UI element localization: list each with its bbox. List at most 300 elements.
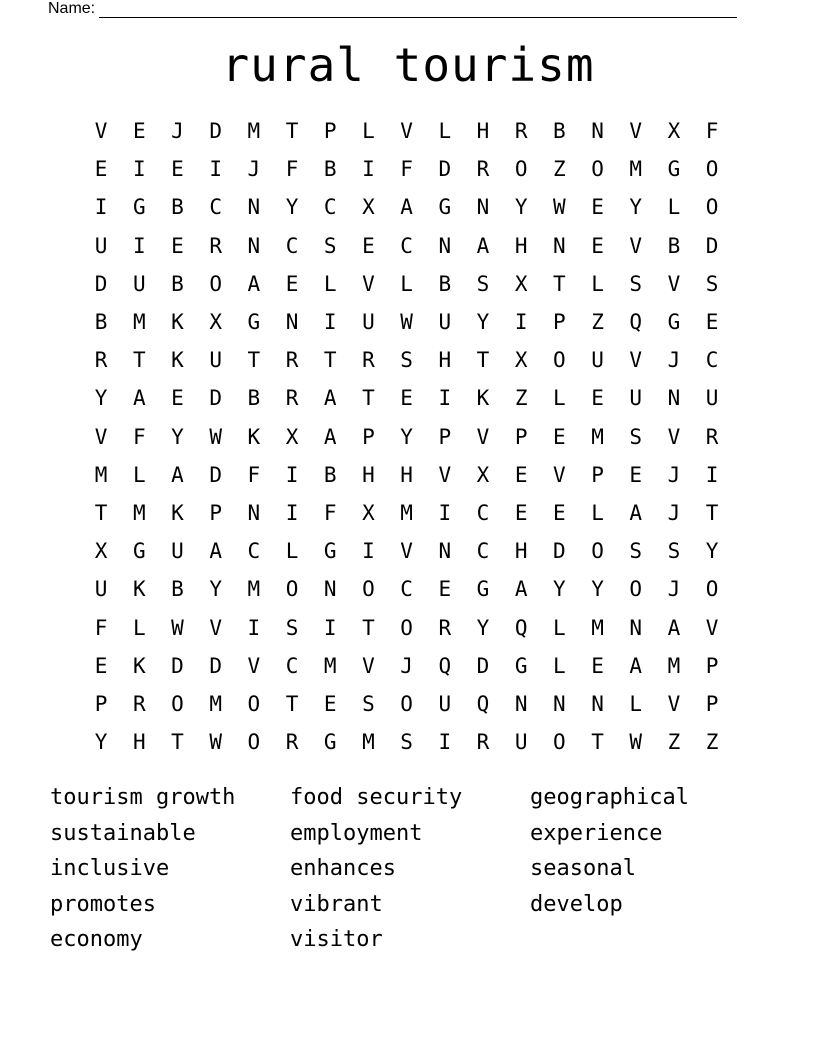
grid-letter: J [171,119,184,144]
grid-letter: Y [94,730,108,755]
grid-letter: T [94,500,108,525]
grid-letter: R [476,157,490,182]
grid-letter: P [705,653,719,678]
grid-letter: R [285,386,299,411]
grid-letter: I [132,233,146,258]
grid-letter: V [476,424,490,449]
grid-row [82,494,732,532]
grid-letter: O [705,577,719,602]
grid-letter: V [553,462,566,487]
grid-letter: C [323,195,337,220]
grid-letter: G [438,195,452,220]
grid-letter: C [247,539,261,564]
name-field [48,0,737,18]
grid-row [82,112,732,150]
grid-letter: E [323,691,337,716]
grid-letter: L [553,653,566,678]
grid-letter: U [171,539,184,564]
grid-letter: D [553,539,566,564]
grid-row [82,570,732,608]
grid-letter: T [591,730,604,755]
grid-letter: X [362,500,375,525]
grid-letter: V [209,615,222,640]
grid-letter: Z [705,730,719,755]
grid-letter: M [132,310,146,335]
grid-letter: G [132,539,146,564]
grid-letter: Y [591,577,604,602]
grid-letter: T [285,119,299,144]
grid-letter: E [400,386,413,411]
grid-row [82,303,732,341]
grid-letter: C [285,653,299,678]
grid-letter: K [132,577,146,602]
grid-letter: M [362,730,375,755]
grid-letter: G [132,195,146,220]
grid-letter: G [323,730,337,755]
grid-letter: R [94,348,108,373]
word-column [530,780,770,958]
grid-letter: A [400,195,413,220]
grid-letter: T [362,615,375,640]
grid-letter: K [247,424,261,449]
grid-row [82,379,732,417]
grid-letter: E [171,233,184,258]
grid-letter: W [171,615,184,640]
grid-letter: S [629,539,643,564]
grid-letter: N [285,310,299,335]
grid-letter: P [591,462,604,487]
grid-letter: T [285,691,299,716]
grid-letter: A [132,386,146,411]
grid-letter: Y [209,577,222,602]
grid-letter: I [323,310,337,335]
grid-letter: E [438,577,452,602]
grid-letter: C [476,539,490,564]
word-item: seasonal [530,856,636,881]
grid-letter: F [705,119,719,144]
grid-letter: M [132,500,146,525]
grid-letter: J [400,653,413,678]
grid-letter: U [132,271,146,296]
grid-letter: V [629,348,643,373]
grid-letter: F [247,462,261,487]
grid-letter: Z [514,386,528,411]
word-bank [50,780,770,958]
grid-letter: F [323,500,337,525]
grid-letter: V [629,119,643,144]
grid-letter: N [438,539,452,564]
grid-letter: S [629,424,643,449]
grid-row [82,723,732,761]
grid-letter: H [438,348,452,373]
grid-letter: W [209,730,222,755]
grid-letter: R [514,119,528,144]
grid-letter: W [400,310,413,335]
grid-letter: B [94,310,108,335]
grid-letter: T [132,348,146,373]
grid-letter: T [323,348,337,373]
grid-letter: E [171,386,184,411]
grid-letter: R [476,730,490,755]
grid-letter: S [362,691,375,716]
grid-letter: R [209,233,222,258]
grid-letter: Y [629,195,643,220]
grid-letter: C [400,577,413,602]
grid-letter: I [362,539,375,564]
grid-letter: X [667,119,681,144]
grid-letter: Q [476,691,490,716]
grid-letter: X [285,424,299,449]
grid-letter: A [476,233,490,258]
grid-letter: N [553,233,566,258]
word-column [50,780,290,958]
name-underline [99,3,737,18]
grid-letter: W [209,424,222,449]
grid-letter: E [705,310,719,335]
grid-letter: E [591,195,604,220]
grid-letter: D [438,157,452,182]
grid-letter: L [400,271,413,296]
grid-letter: O [553,348,566,373]
grid-letter: F [285,157,299,182]
grid-letter: S [705,271,719,296]
grid-letter: L [285,539,299,564]
grid-letter: F [132,424,146,449]
grid-letter: K [171,500,184,525]
grid-letter: V [705,615,719,640]
grid-letter: L [323,271,337,296]
grid-letter: O [705,195,719,220]
grid-letter: V [629,233,643,258]
grid-letter: L [132,615,146,640]
grid-letter: P [438,424,452,449]
grid-letter: H [400,462,413,487]
grid-letter: I [132,157,146,182]
grid-letter: S [400,348,413,373]
word-item: inclusive [50,856,170,881]
grid-letter: Z [591,310,604,335]
grid-letter: H [362,462,375,487]
grid-letter: L [553,386,566,411]
grid-letter: V [247,653,261,678]
grid-letter: L [438,119,452,144]
grid-letter: Q [629,310,643,335]
grid-letter: Y [476,615,490,640]
grid-letter: U [438,691,452,716]
grid-row [82,418,732,456]
grid-letter: E [553,500,566,525]
word-item: tourism growth [50,785,236,810]
grid-letter: Q [438,653,452,678]
grid-letter: N [667,386,681,411]
grid-letter: Y [705,539,719,564]
grid-letter: P [514,424,528,449]
grid-letter: I [362,157,375,182]
grid-letter: W [629,730,643,755]
grid-letter: V [667,424,681,449]
grid-row [82,456,732,494]
grid-letter: E [94,653,108,678]
grid-letter: Z [667,730,681,755]
grid-letter: H [514,539,528,564]
grid-letter: C [285,233,299,258]
grid-letter: B [171,271,184,296]
grid-letter: I [323,615,337,640]
grid-letter: V [400,119,413,144]
grid-letter: E [362,233,375,258]
grid-letter: E [285,271,299,296]
grid-letter: V [362,271,375,296]
grid-letter: U [438,310,452,335]
grid-letter: Y [171,424,184,449]
grid-row [82,265,732,303]
grid-letter: S [400,730,413,755]
grid-letter: O [591,157,604,182]
grid-letter: D [94,271,108,296]
grid-letter: Y [285,195,299,220]
grid-letter: L [629,691,643,716]
puzzle-title: rural tourism [221,38,595,92]
word-item: employment [290,820,423,846]
grid-letter: U [362,310,375,335]
grid-row [82,227,732,265]
grid-letter: S [285,615,299,640]
grid-letter: H [514,233,528,258]
grid-letter: L [553,615,566,640]
grid-letter: B [171,195,184,220]
word-item: experience [530,820,663,846]
grid-letter: V [438,462,452,487]
grid-letter: X [514,271,528,296]
grid-letter: U [209,348,222,373]
grid-letter: B [323,462,337,487]
grid-letter: A [629,500,643,525]
grid-letter: M [323,653,337,678]
grid-letter: C [476,500,490,525]
grid-letter: L [591,500,604,525]
grid-letter: G [514,653,528,678]
grid-letter: R [132,691,146,716]
grid-letter: J [667,348,681,373]
grid-letter: E [591,386,604,411]
grid-letter: K [132,653,146,678]
grid-letter: Z [553,157,566,182]
grid-letter: U [94,233,108,258]
grid-letter: U [514,730,528,755]
grid-letter: I [438,386,452,411]
grid-letter: O [209,271,222,296]
grid-letter: C [209,195,222,220]
grid-letter: U [705,386,719,411]
grid-letter: D [171,653,184,678]
grid-row [82,647,732,685]
grid-letter: B [171,577,184,602]
grid-letter: S [476,271,490,296]
grid-letter: M [209,691,222,716]
grid-row [82,188,732,226]
grid-letter: O [514,157,528,182]
grid-letter: M [629,157,643,182]
grid-letter: O [171,691,184,716]
grid-letter: T [553,271,566,296]
grid-letter: K [171,310,184,335]
grid-letter: V [667,271,681,296]
grid-letter: E [132,119,146,144]
grid-letter: P [323,119,337,144]
grid-letter: I [209,157,222,182]
grid-letter: E [591,233,604,258]
grid-letter: K [476,386,490,411]
grid-letter: T [171,730,184,755]
grid-letter: D [209,653,222,678]
grid-row [82,685,732,723]
grid-letter: P [705,691,719,716]
grid-letter: G [667,310,681,335]
grid-letter: G [667,157,681,182]
word-item: promotes [50,891,156,917]
grid-letter: O [362,577,375,602]
grid-letter: M [400,500,413,525]
grid-letter: U [591,348,604,373]
grid-letter: G [323,539,337,564]
grid-row [82,341,732,379]
grid-letter: X [476,462,490,487]
grid-letter: F [94,615,108,640]
grid-letter: R [285,730,299,755]
grid-letter: R [285,348,299,373]
grid-letter: I [438,500,452,525]
grid-letter: P [553,310,566,335]
word-item: develop [530,891,623,917]
grid-letter: R [438,615,452,640]
grid-letter: X [514,348,528,373]
grid-letter: Y [553,577,566,602]
grid-letter: A [629,653,643,678]
grid-letter: M [94,462,108,487]
grid-letter: H [476,119,490,144]
grid-letter: B [247,386,261,411]
grid-letter: N [323,577,337,602]
grid-letter: N [247,195,261,220]
grid-letter: U [94,577,108,602]
grid-letter: R [705,424,719,449]
grid-letter: N [476,195,490,220]
grid-letter: L [132,462,146,487]
grid-letter: N [514,691,528,716]
grid-letter: T [476,348,490,373]
grid-letter: X [209,310,222,335]
grid-letter: C [400,233,413,258]
grid-letter: I [247,615,261,640]
grid-letter: G [476,577,490,602]
grid-letter: O [629,577,643,602]
grid-letter: E [171,157,184,182]
grid-letter: M [247,119,261,144]
grid-letter: D [209,462,222,487]
grid-letter: J [667,577,681,602]
grid-letter: L [591,271,604,296]
grid-letter: I [438,730,452,755]
grid-letter: V [667,691,681,716]
grid-letter: A [247,271,261,296]
grid-row [82,608,732,646]
grid-letter: A [514,577,528,602]
grid-letter: P [94,691,108,716]
grid-letter: N [553,691,566,716]
grid-letter: O [400,691,413,716]
grid-letter: T [705,500,719,525]
grid-letter: K [171,348,184,373]
grid-letter: C [705,348,719,373]
grid-letter: D [476,653,490,678]
grid-letter: B [438,271,452,296]
grid-letter: U [629,386,643,411]
grid-letter: O [247,730,261,755]
grid-letter: E [514,462,528,487]
grid-letter: Q [514,615,528,640]
word-column [290,780,530,958]
grid-letter: J [247,157,261,182]
grid-letter: Y [400,424,413,449]
grid-letter: V [94,424,108,449]
grid-letter: V [400,539,413,564]
grid-letter: Y [514,195,528,220]
grid-letter: S [323,233,337,258]
grid-letter: M [591,615,604,640]
grid-letter: E [591,653,604,678]
grid-row [82,532,732,570]
grid-letter: O [553,730,566,755]
grid-letter: G [247,310,261,335]
grid-letter: R [362,348,375,373]
letter-grid [82,112,732,761]
grid-letter: X [362,195,375,220]
grid-letter: V [94,119,108,144]
grid-letter: T [247,348,261,373]
word-item: food security [290,785,463,810]
grid-letter: S [629,271,643,296]
grid-letter: N [247,500,261,525]
grid-letter: B [553,119,566,144]
grid-letter: D [209,386,222,411]
grid-letter: A [323,424,337,449]
grid-letter: E [94,157,108,182]
grid-letter: Y [94,386,108,411]
grid-letter: O [285,577,299,602]
grid-letter: I [94,195,108,220]
word-item: sustainable [50,820,196,846]
grid-letter: A [171,462,184,487]
grid-letter: T [362,386,375,411]
word-item: enhances [290,856,396,881]
grid-letter: A [323,386,337,411]
grid-letter: O [247,691,261,716]
grid-letter: S [667,539,681,564]
grid-row [82,150,732,188]
grid-letter: H [132,730,146,755]
grid-letter: M [247,577,261,602]
grid-letter: N [591,691,604,716]
grid-letter: B [667,233,681,258]
grid-letter: I [285,500,299,525]
grid-letter: N [629,615,643,640]
grid-letter: J [667,500,681,525]
grid-letter: O [705,157,719,182]
word-item: economy [50,927,143,952]
grid-letter: O [591,539,604,564]
grid-letter: N [247,233,261,258]
grid-letter: A [209,539,222,564]
